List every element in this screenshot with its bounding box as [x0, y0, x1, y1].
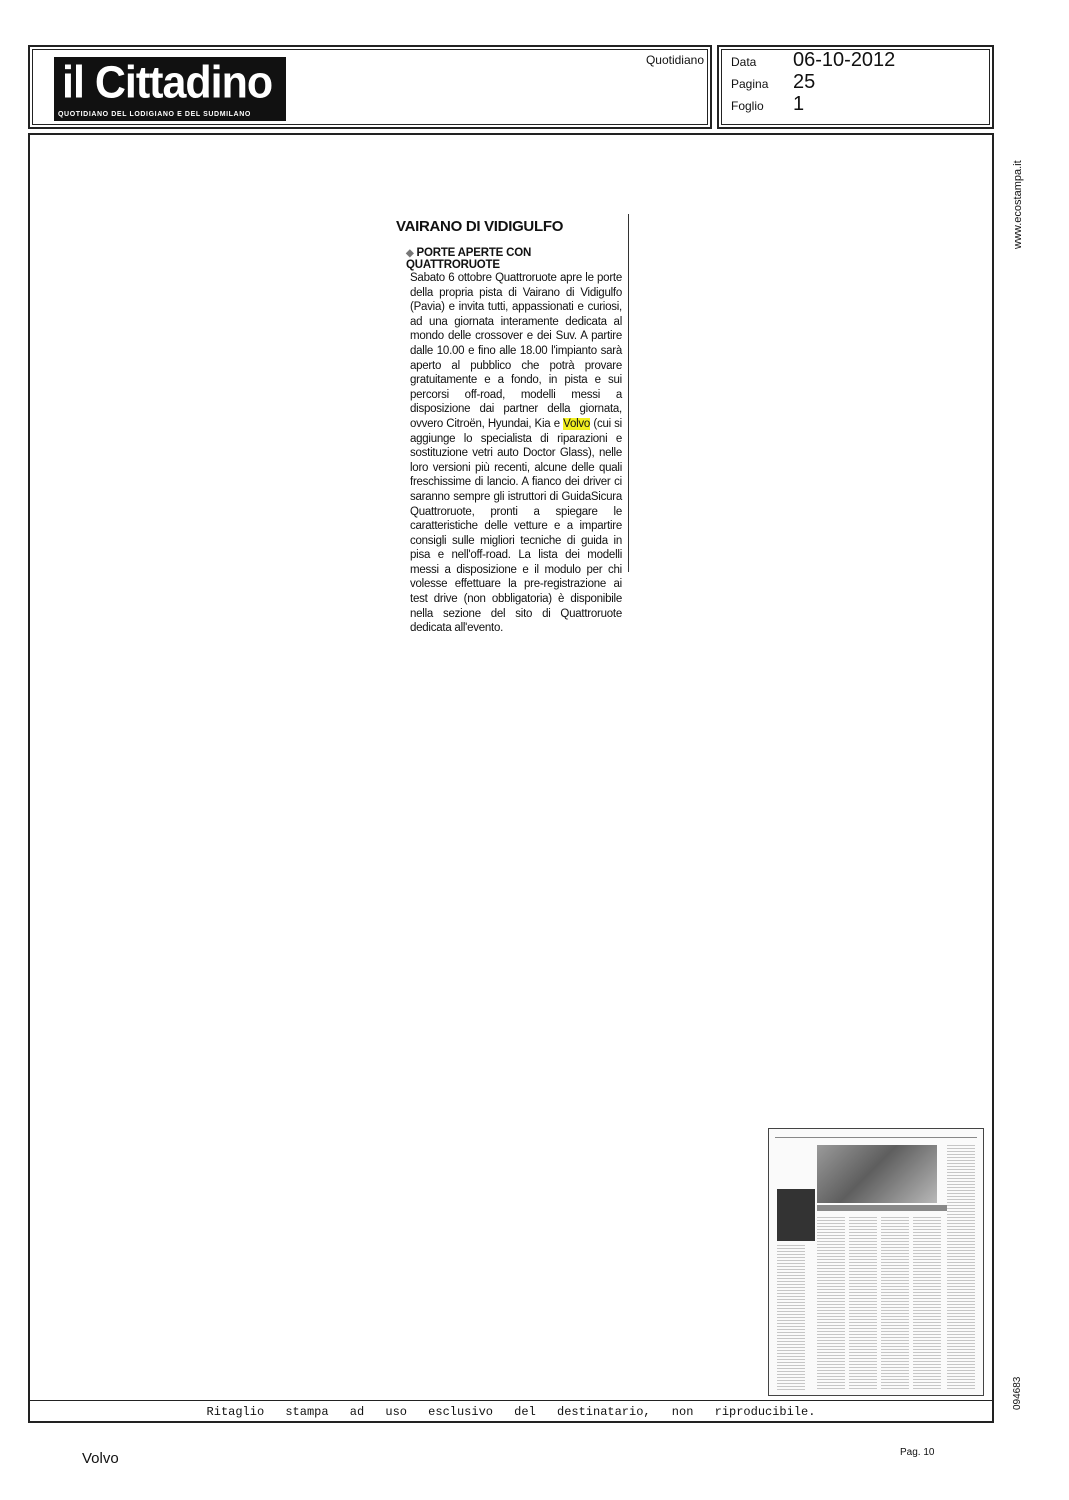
highlighted-keyword: Volvo: [563, 417, 591, 430]
article-body: [410, 271, 622, 636]
logo-title: il Cittadino: [62, 57, 273, 109]
article-kicker: [406, 247, 622, 271]
data-label: Data: [731, 55, 757, 69]
masthead-box: [28, 45, 712, 129]
disclaimer: Ritaglio stampa ad uso esclusivo del destinatario, non riproducibile.: [206, 1405, 816, 1419]
thumbnail-header-line: [775, 1137, 977, 1138]
body-text-part-1: Sabato 6 ottobre Quattroruote apre le porte della propria pista di Vairano di Vidigulfo (Pavia) e invita tutti, appassionati e curiosi, ad una giornata interamente dedicata al mondo delle crossover e dei Suv. A partire dalle 10.00 e fino alle 18.00 l'impianto sarà aperto al pubblico che potrà provare gratuitamente e a fondo, in pista e sui percorsi off-road, modelli messi a disposizione dai partner della giornata, ovvero Citroën, Hyundai, Kia e: [410, 272, 622, 430]
foglio-value: 1: [793, 93, 805, 115]
page-thumbnail: [768, 1128, 984, 1396]
footer-brand: Volvo: [82, 1450, 119, 1467]
data-value: 06-10-2012: [793, 49, 896, 71]
column-rule: [628, 214, 629, 572]
diamond-bullet-icon: ◆: [406, 248, 414, 259]
newspaper-logo: [54, 57, 286, 121]
thumbnail-caption-bar: [817, 1205, 947, 1211]
frame-divider: [30, 1400, 992, 1401]
thumbnail-text-column: [817, 1217, 845, 1391]
footer-page-number: Pag. 10: [900, 1447, 935, 1458]
section-title: VAIRANO DI VIDIGULFO: [396, 218, 564, 235]
issue-meta-box: [717, 45, 994, 129]
thumbnail-text-column: [881, 1217, 909, 1391]
side-code-label: [1000, 1366, 1023, 1416]
pagina-value: 25: [793, 71, 816, 93]
publication-type: Quotidiano: [645, 53, 704, 67]
thumbnail-text-column: [777, 1245, 805, 1391]
foglio-label: Foglio: [731, 99, 764, 113]
pagina-label: Pagina: [731, 77, 769, 91]
side-url-text: www.ecostampa.it: [1012, 160, 1024, 249]
side-url-label: [1000, 145, 1024, 255]
thumbnail-text-column: [947, 1145, 975, 1391]
thumbnail-text-column: [913, 1217, 941, 1391]
side-code-text: 094683: [1012, 1376, 1023, 1410]
kicker-text: PORTE APERTE CON QUATTRORUOTE: [406, 247, 532, 271]
article: [396, 218, 622, 636]
thumbnail-text-column: [849, 1217, 877, 1391]
body-text-part-2: (cui si aggiunge lo specialista di riparazioni e sostituzione vetri auto Doctor Glass), nelle loro versioni più recenti, alcune delle quali freschissime di lancio. A fianco dei driver ci saranno sempre gli istruttori di GuidaSicura Quattroruote, pronti a spiegare le caratteristiche delle vetture e a impartire consigli sulle migliori tecniche di guida in pisa e nell'off-road. La lista dei modelli messi a disposizione e il modulo per chi volesse effettuare la pre-registrazione ai test drive (non obbligatoria) è disponibile nella sezione del sito di Quattroruote dedicata all'evento.: [410, 417, 622, 635]
logo-subtitle: QUOTIDIANO DEL LODIGIANO E DEL SUDMILANO: [58, 111, 251, 118]
thumbnail-dark-block: [777, 1189, 815, 1241]
thumbnail-photo: [817, 1145, 937, 1203]
